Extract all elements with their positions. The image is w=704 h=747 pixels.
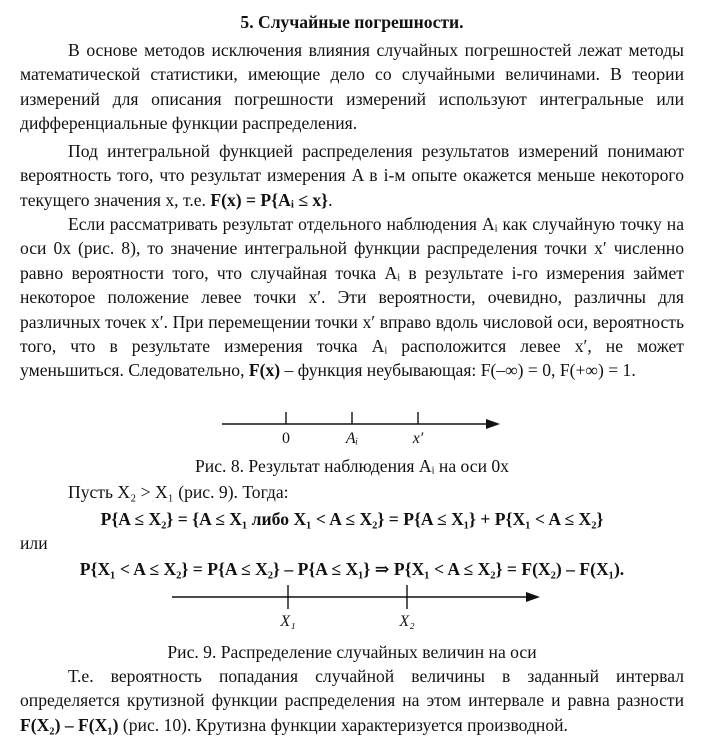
- inline-formula: F(x) = P{Aᵢ ≤ x}: [210, 189, 329, 210]
- paragraph-text: Под интегральной функцией распределения результатов измерений понимают вероятность того, что результат измерения A в i-м опыте окажется меньше некоторого текущего значения x, т.е.: [20, 141, 684, 210]
- arrow-head-icon: [486, 419, 500, 429]
- inline-formula: F(X₂) – F(X₁): [20, 714, 119, 735]
- figure-8-caption: Рис. 8. Результат наблюдения Aᵢ на оси 0x: [195, 456, 509, 476]
- paragraph-end: .: [328, 189, 333, 210]
- or-word: или: [20, 533, 48, 553]
- label-x1: X₁: [280, 613, 296, 630]
- paragraph-intro: В основе методов исключения влияния случайных погрешностей лежат методы математической статистики, имеющие дело со случайными величинами. В теории измерений для описания погрешности измерений используют интегральные или дифференциальные функции распределения.: [20, 40, 684, 134]
- figure-9-axis: [172, 585, 540, 630]
- inline-formula: F(x): [248, 360, 281, 381]
- paragraph-text-end: (рис. 10). Крутизна функции характеризуется производной.: [118, 714, 568, 735]
- paragraph-interval-probability: [20, 664, 684, 737]
- formula-1: P{A ≤ X₂} = {A ≤ X₁ либо X₁ < A ≤ X₂} = P{A ≤ X₁} + P{X₁ < A ≤ X₂}: [100, 509, 604, 529]
- section-title: 5. Случайные погрешности.: [240, 12, 464, 32]
- formula-2: P{X₁ < A ≤ X₂} = P{A ≤ X₂} – P{A ≤ X₁} ⇒ P{X₁ < A ≤ X₂} = F(X₂) – F(X₁).: [79, 559, 625, 579]
- paragraph-text: Если рассматривать результат отдельного наблюдения Aᵢ как случайную точку на оси 0x (рис. 8), то значение интегральной функции распределения точки x′ численно равно вероятности того, что случайная точка Aᵢ в результате i-го измерения займет некоторое положение левее точки x′. Эти вероятности, очевидно, различны для различных точек x′. При перемещении точки x′ вправо вдоль числовой оси, вероятность того, что в результате измерения точка Aᵢ расположится левее x′, не может уменьшиться. Следовательно,: [20, 214, 684, 381]
- label-x-prime: x′: [412, 430, 424, 447]
- figure-9-caption: Рис. 9. Распределение случайных величин на оси: [167, 642, 537, 662]
- let-statement: Пусть X₂ > X₁ (рис. 9). Тогда:: [68, 482, 289, 502]
- paragraph-text: Т.е. вероятность попадания случайной величины в заданный интервал определяется крутизной функции распределения на этом интервале и равна разности: [20, 666, 684, 711]
- label-ai: Aᵢ: [345, 430, 359, 447]
- figure-8-axis: [222, 412, 500, 447]
- paragraph-text-end: – функция неубывающая: F(–∞) = 0, F(+∞) = 1.: [280, 360, 636, 381]
- arrow-head-icon: [526, 592, 540, 602]
- label-x2: X₂: [399, 613, 415, 630]
- label-zero: 0: [282, 430, 290, 447]
